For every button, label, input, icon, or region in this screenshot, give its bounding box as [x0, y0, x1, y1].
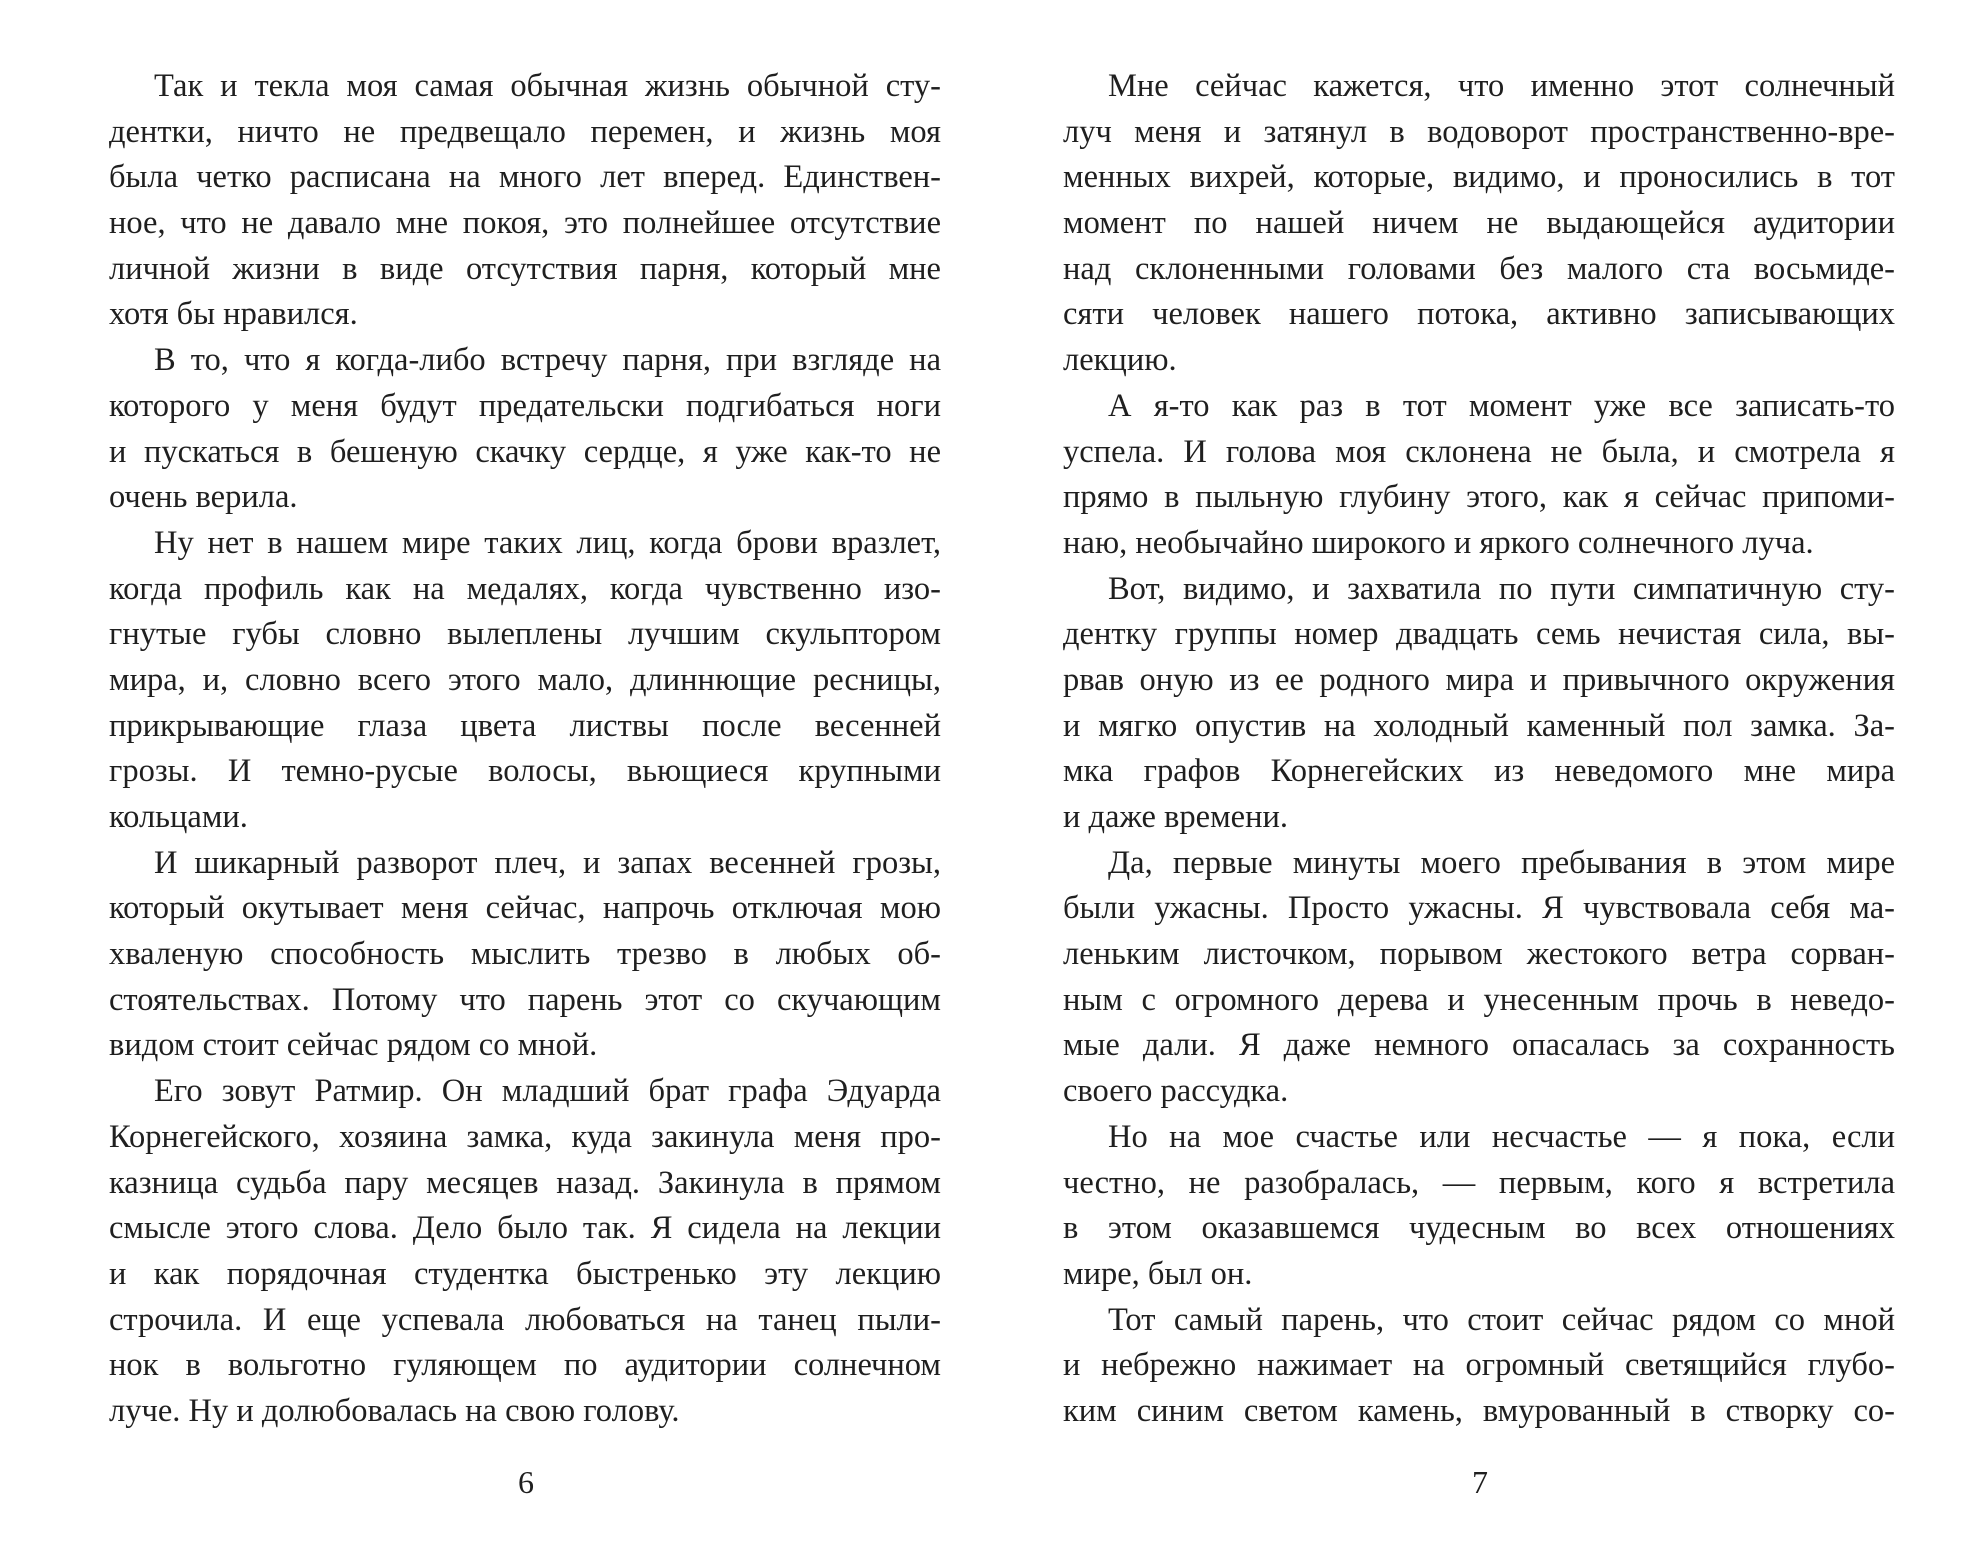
text-line: ным с огромного дерева и унесенным прочь в неведо- [1063, 981, 1895, 1018]
text-line: леньким листочком, порывом жестокого ветра сорван- [1063, 936, 1895, 973]
text-line: успела. И голова моя склонена не была, и смотрела я [1063, 433, 1895, 470]
text-line: дентку группы номер двадцать семь нечистая сила, вы- [1063, 616, 1895, 653]
text-line: дентки, ничто не предвещало перемен, и жизнь моя [109, 113, 941, 150]
text-line: Тот самый парень, что стоит сейчас рядом со мной [1108, 1301, 1895, 1338]
text-line: мые дали. Я даже немного опасалась за сохранность [1063, 1027, 1895, 1064]
text-line: гнутые губы словно вылеплены лучшим скульптором [109, 616, 941, 653]
text-line: наю, необычайно широкого и яркого солнечного луча. [1063, 524, 1814, 561]
text-line: личной жизни в виде отсутствия парня, который мне [109, 250, 941, 287]
text-line: строчила. И еще успевала любоваться на танец пыли- [109, 1301, 941, 1338]
text-line: ное, что не давало мне покоя, это полнейшее отсутствие [109, 205, 941, 242]
text-line: которого у меня будут предательски подгибаться ноги [109, 387, 941, 424]
text-line: видом стоит сейчас рядом со мной. [109, 1027, 598, 1064]
text-line: Так и текла моя самая обычная жизнь обычной сту- [154, 68, 941, 104]
text-line: момент по нашей ничем не выдающейся аудитории [1063, 205, 1895, 242]
text-line: Мне сейчас кажется, что именно этот солнечный [1108, 68, 1895, 104]
text-line: который окутывает меня сейчас, напрочь отключая мою [109, 890, 941, 927]
text-line: стоятельствах. Потому что парень этот со скучающим [109, 981, 941, 1018]
text-line: мире, был он. [1063, 1255, 1253, 1292]
text-line: была четко расписана на много лет вперед. Единствен- [109, 159, 941, 196]
text-line: и небрежно нажимает на огромный светящийся глубо- [1063, 1347, 1895, 1384]
text-line: кольцами. [109, 799, 248, 835]
text-line: сяти человек нашего потока, активно записывающих [1063, 296, 1895, 333]
text-line: когда профиль как на медалях, когда чувственно изо- [109, 570, 941, 607]
text-line: в этом оказавшемся чудесным во всех отношениях [1063, 1210, 1895, 1247]
text-line: ким синим светом камень, вмурованный в створку со- [1063, 1392, 1895, 1429]
text-line: менных вихрей, которые, видимо, и проносились в тот [1063, 159, 1895, 196]
left-page-text [109, 64, 941, 1435]
text-line: казница судьба пару месяцев назад. Закинула в прямом [109, 1164, 941, 1201]
text-line: хваленую способность мыслить трезво в любых об- [109, 936, 941, 973]
page-number-left: 6 [518, 1464, 534, 1500]
text-line: мира, и, словно всего этого мало, длиннющие ресницы, [109, 661, 941, 698]
text-line: рвав оную из ее родного мира и привычного окружения [1063, 661, 1895, 698]
text-line: луч меня и затянул в водоворот пространственно-вре- [1063, 113, 1895, 150]
text-line: Вот, видимо, и захватила по пути симпатичную сту- [1108, 570, 1895, 607]
text-line: были ужасны. Просто ужасны. Я чувствовала себя ма- [1063, 890, 1895, 927]
text-line: и пускаться в бешеную скачку сердце, я уже как-то не [109, 433, 941, 470]
text-line: прямо в пыльную глубину этого, как я сейчас припоми- [1063, 479, 1895, 516]
text-line: над склоненными головами без малого ста восьмиде- [1063, 250, 1895, 287]
text-line: Да, первые минуты моего пребывания в этом мире [1108, 844, 1895, 881]
page-number-right: 7 [1472, 1464, 1488, 1500]
text-line: мка графов Корнегейских из неведомого мне мира [1063, 753, 1895, 790]
text-line: нок в вольготно гуляющем по аудитории солнечном [109, 1347, 941, 1384]
text-line: очень верила. [109, 479, 298, 516]
text-line: Но на мое счастье или несчастье — я пока, если [1108, 1118, 1895, 1155]
text-line: хотя бы нравился. [109, 296, 358, 333]
text-line: Его зовут Ратмир. Он младший брат графа Эдуарда [154, 1073, 941, 1110]
text-line: и мягко опустив на холодный каменный пол замка. За- [1063, 707, 1895, 744]
text-line: своего рассудка. [1063, 1073, 1289, 1110]
text-line: и как порядочная студентка быстренько эту лекцию [109, 1255, 941, 1292]
text-line: грозы. И темно-русые волосы, вьющиеся крупными [109, 753, 941, 790]
text-line: Корнегейского, хозяина замка, куда закинула меня про- [109, 1118, 941, 1155]
text-line: В то, что я когда-либо встречу парня, при взгляде на [154, 342, 941, 379]
text-line: Ну нет в нашем мире таких лиц, когда брови вразлет, [154, 524, 941, 561]
text-line: прикрывающие глаза цвета листвы после весенней [109, 707, 941, 744]
text-line: И шикарный разворот плеч, и запах весенней грозы, [154, 844, 941, 881]
text-line: честно, не разобралась, — первым, кого я встретила [1063, 1164, 1895, 1201]
right-page-text [1063, 64, 1895, 1435]
text-line: лекцию. [1063, 342, 1177, 379]
text-line: А я-то как раз в тот момент уже все записать-то [1108, 387, 1895, 424]
text-line: смысле этого слова. Дело было так. Я сидела на лекции [109, 1210, 941, 1247]
text-line: луче. Ну и долюбовалась на свою голову. [109, 1392, 680, 1429]
text-line: и даже времени. [1063, 799, 1288, 835]
